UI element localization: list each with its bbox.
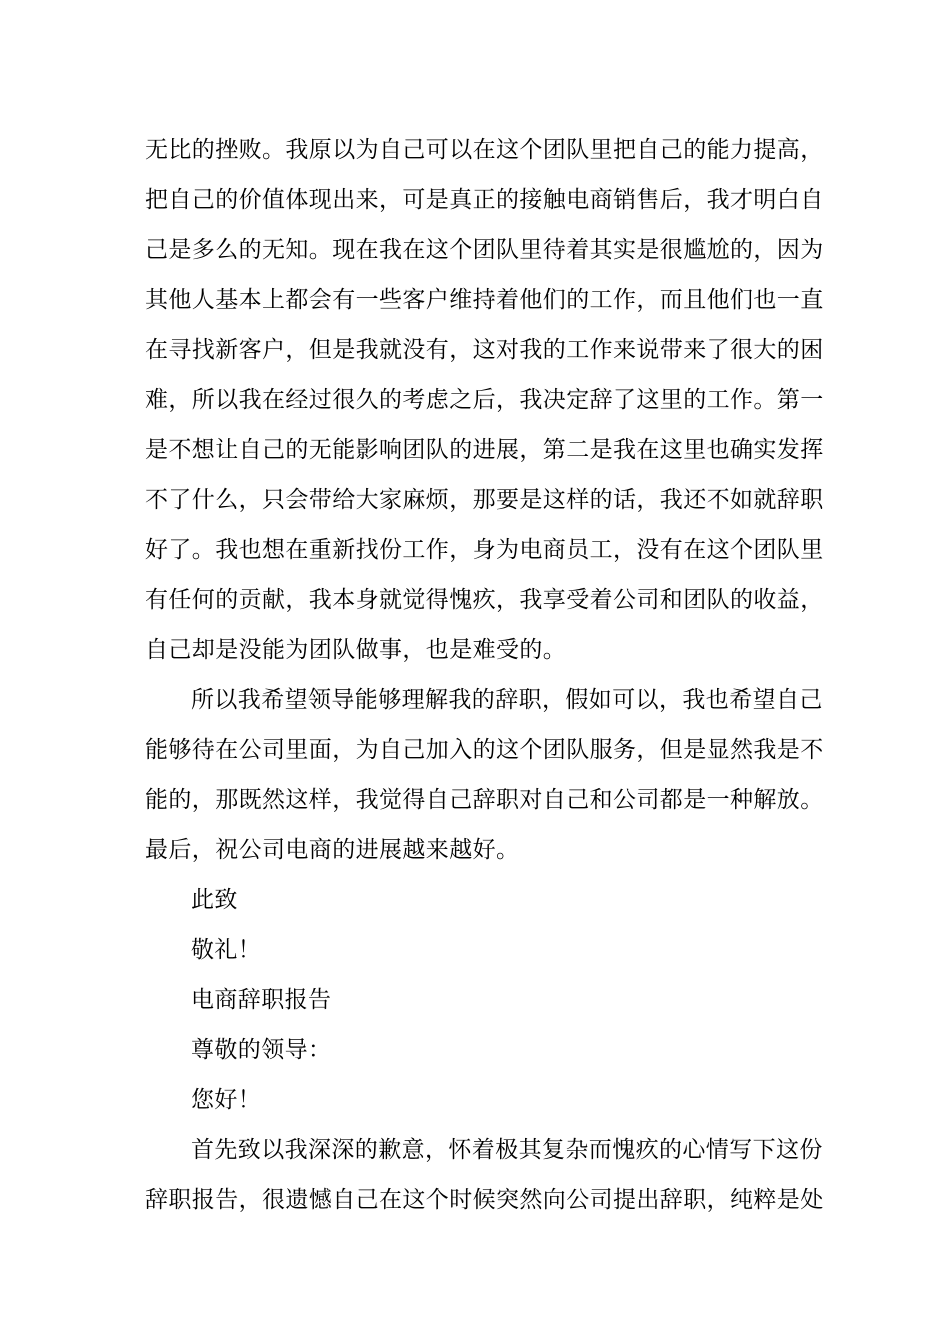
text-line: 无比的挫败。我原以为自己可以在这个团队里把自己的能力提高， xyxy=(145,137,824,163)
text-line: 不了什么，只会带给大家麻烦，那要是这样的话，我还不如就辞职 xyxy=(145,487,824,513)
closing-salutation: 此致 xyxy=(191,887,238,913)
text-line: 首先致以我深深的歉意，怀着极其复杂而愧疚的心情写下这份 xyxy=(191,1137,823,1163)
paragraph-3 xyxy=(145,1125,824,1225)
paragraph-2 xyxy=(145,675,824,875)
text-line: 其他人基本上都会有一些客户维持着他们的工作，而且他们也一直 xyxy=(145,287,824,313)
text-line: 难，所以我在经过很久的考虑之后，我决定辞了这里的工作。第一 xyxy=(145,387,824,413)
text-line: 是不想让自己的无能影响团队的进展，第二是我在这里也确实发挥 xyxy=(145,437,824,463)
text-line: 己是多么的无知。现在我在这个团队里待着其实是很尴尬的，因为 xyxy=(145,237,824,263)
text-line: 有任何的贡献，我本身就觉得愧疚，我享受着公司和团队的收益， xyxy=(145,587,824,613)
text-line: 把自己的价值体现出来，可是真正的接触电商销售后，我才明白自 xyxy=(145,187,824,213)
text-line: 自己却是没能为团队做事，也是难受的。 xyxy=(145,637,567,663)
text-line: 辞职报告，很遗憾自己在这个时候突然向公司提出辞职，纯粹是处 xyxy=(145,1187,824,1213)
text-line: 能够待在公司里面，为自己加入的这个团队服务，但是显然我是不 xyxy=(145,737,824,763)
text-line: 最后，祝公司电商的进展越来越好。 xyxy=(145,837,520,863)
closing-regards: 敬礼！ xyxy=(191,937,262,963)
text-line: 能的，那既然这样，我觉得自己辞职对自己和公司都是一种解放。 xyxy=(145,787,824,813)
text-line: 好了。我也想在重新找份工作，身为电商员工，没有在这个团队里 xyxy=(145,537,824,563)
text-line: 在寻找新客户，但是我就没有，这对我的工作来说带来了很大的困 xyxy=(145,337,824,363)
letter-greeting: 您好！ xyxy=(191,1087,262,1113)
letter-title: 电商辞职报告 xyxy=(191,987,332,1013)
paragraph-1 xyxy=(145,125,824,675)
letter-addressee: 尊敬的领导： xyxy=(191,1037,332,1063)
text-line: 所以我希望领导能够理解我的辞职，假如可以，我也希望自己 xyxy=(191,687,823,713)
document-body xyxy=(145,125,824,1225)
